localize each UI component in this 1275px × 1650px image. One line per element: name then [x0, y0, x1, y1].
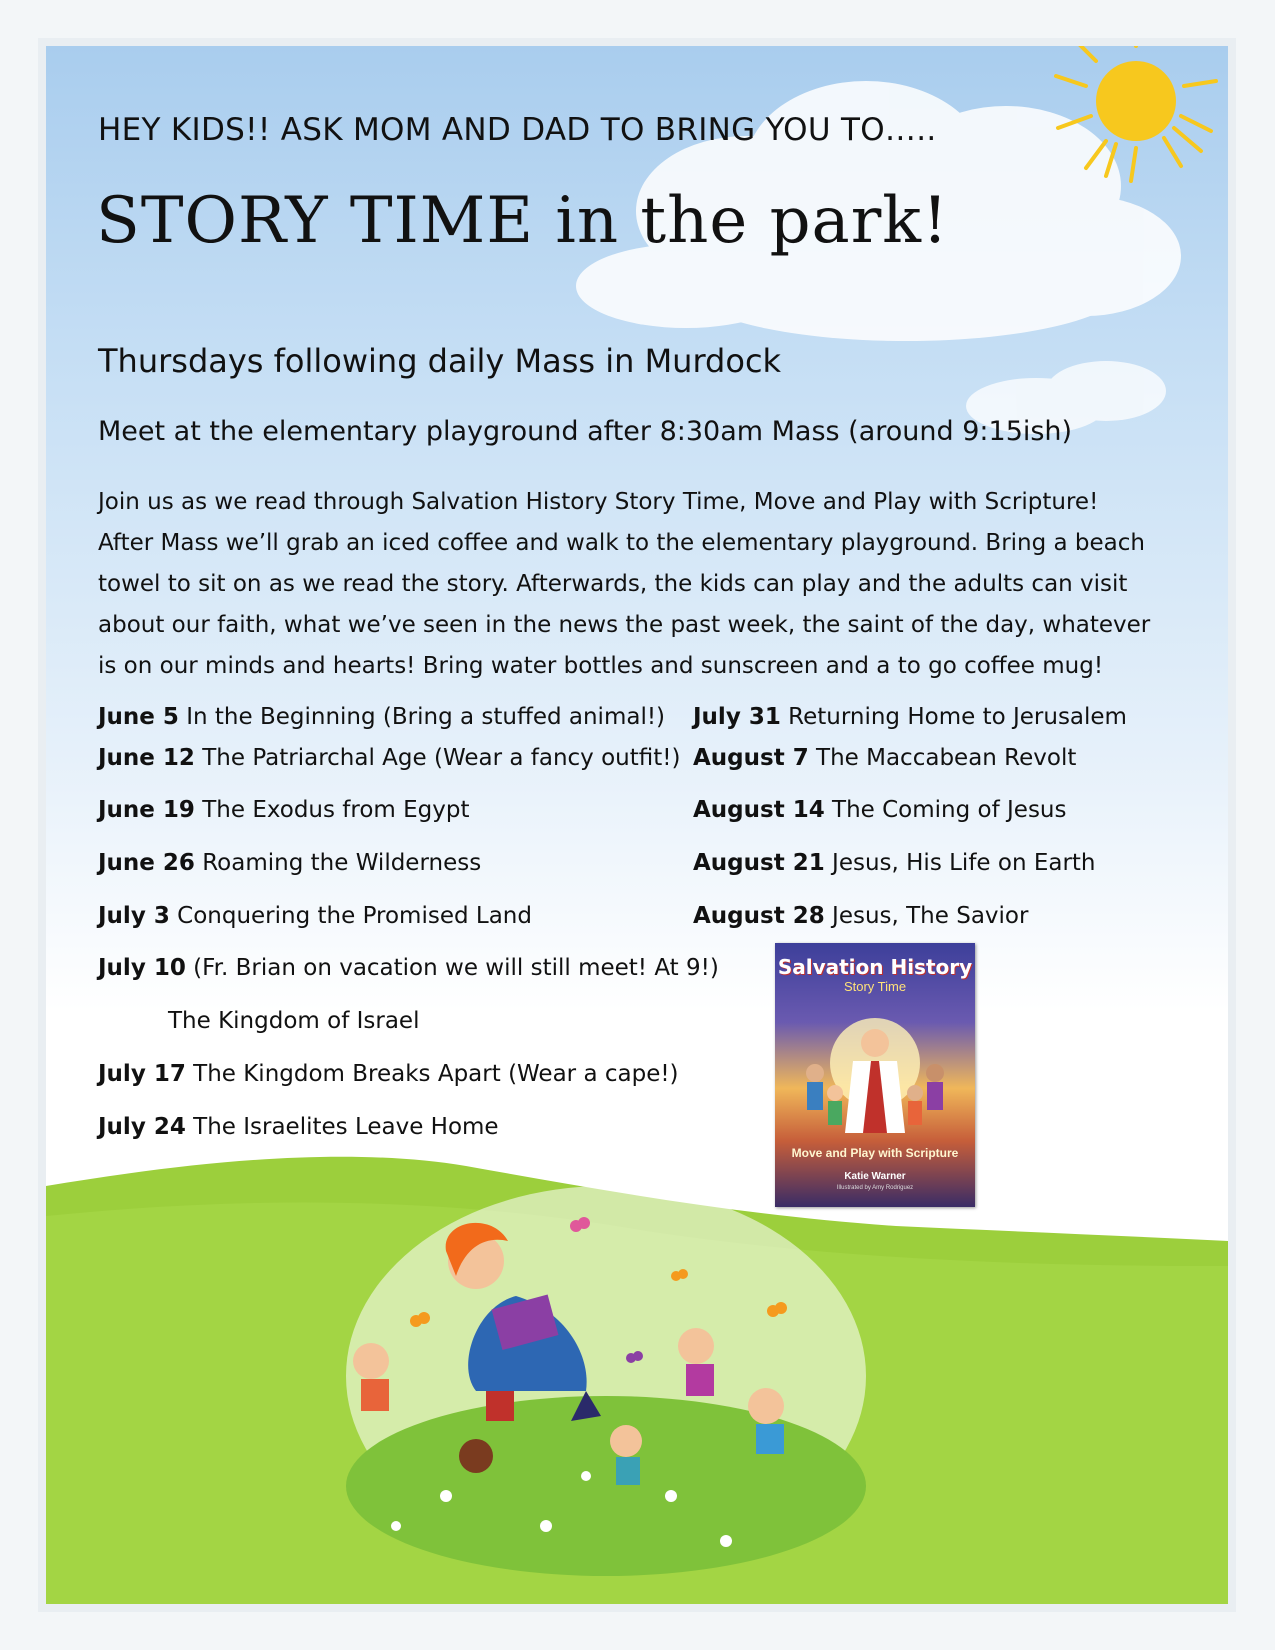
schedule-date: June 19: [98, 797, 195, 823]
schedule-item: [98, 1061, 679, 1087]
schedule-item: [98, 704, 665, 730]
schedule-topic: The Maccabean Revolt: [816, 745, 1077, 771]
story-illustration: [346, 1186, 866, 1576]
book-subtitle: Story Time: [843, 979, 907, 994]
schedule-topic: Returning Home to Jerusalem: [788, 704, 1127, 730]
schedule-item: [693, 850, 1096, 876]
schedule-subtitle: Thursdays following daily Mass in Murdock: [98, 342, 782, 380]
intro-paragraph: Join us as we read through Salvation History Story Time, Move and Play with Scripture! After Mass we’ll grab an iced coffee and walk to the elementary playground. Bring a beach towel to sit on as we read the story. Afterwards, the kids can play and the adults can visit about our faith, what we’ve seen in the news the past week, the saint of the day, whatever is on our minds and hearts! Bring water bottles and sunscreen and a to go coffee mug!: [98, 489, 1151, 679]
schedule-topic: In the Beginning (Bring a stuffed animal!): [186, 704, 666, 730]
schedule-date: July 10: [98, 955, 186, 981]
schedule-date: August 14: [693, 797, 825, 823]
schedule-topic: The Exodus from Egypt: [202, 797, 470, 823]
schedule-date: July 3: [98, 903, 170, 929]
schedule-date: June 12: [98, 745, 195, 771]
schedule-date: August 7: [693, 745, 809, 771]
schedule-item: [693, 704, 1127, 730]
schedule-topic: The Israelites Leave Home: [193, 1114, 499, 1140]
schedule-topic: Conquering the Promised Land: [177, 903, 532, 929]
schedule-item: [693, 903, 1028, 929]
schedule-date: June 26: [98, 850, 195, 876]
book-tagline: Move and Play with Scripture: [791, 1146, 959, 1160]
book-title: Salvation History: [777, 955, 973, 979]
book-author: Katie Warner: [844, 1171, 906, 1182]
schedule-item: [98, 903, 532, 929]
schedule-topic: Roaming the Wilderness: [202, 850, 482, 876]
schedule-date: July 31: [693, 704, 781, 730]
book-cover: [775, 943, 975, 1207]
schedule-item: [98, 797, 470, 823]
schedule-date: June 5: [98, 704, 179, 730]
background-art: [46, 46, 1228, 1604]
schedule-topic: The Kingdom Breaks Apart (Wear a cape!): [193, 1061, 679, 1087]
schedule-topic: (Fr. Brian on vacation we will still meet! At 9!): [193, 955, 719, 981]
schedule-topic: Jesus, His Life on Earth: [832, 850, 1096, 876]
page-title: STORY TIME in the park!: [96, 184, 949, 258]
schedule-topic: The Patriarchal Age (Wear a fancy outfit!): [202, 745, 681, 771]
schedule-topic: The Coming of Jesus: [832, 797, 1067, 823]
flyer-page: [38, 38, 1236, 1612]
book-illustrator: Illustrated by Amy Rodriguez: [836, 1185, 914, 1191]
schedule-date: July 17: [98, 1061, 186, 1087]
schedule-date: August 28: [693, 903, 825, 929]
schedule-item: [168, 1008, 419, 1034]
meeting-info: Meet at the elementary playground after 8:30am Mass (around 9:15ish): [98, 416, 1073, 447]
schedule-item: [98, 850, 481, 876]
schedule-item: [98, 1114, 499, 1140]
schedule-topic: The Kingdom of Israel: [168, 1008, 420, 1034]
schedule-item: [693, 797, 1067, 823]
schedule-item: [98, 955, 719, 981]
schedule-item: [98, 745, 680, 771]
schedule-date: August 21: [693, 850, 825, 876]
schedule-item: [693, 745, 1076, 771]
schedule-topic: Jesus, The Savior: [832, 903, 1029, 929]
hey-kids-heading: HEY KIDS!! ASK MOM AND DAD TO BRING YOU TO…..: [98, 112, 937, 148]
schedule-date: July 24: [98, 1114, 186, 1140]
